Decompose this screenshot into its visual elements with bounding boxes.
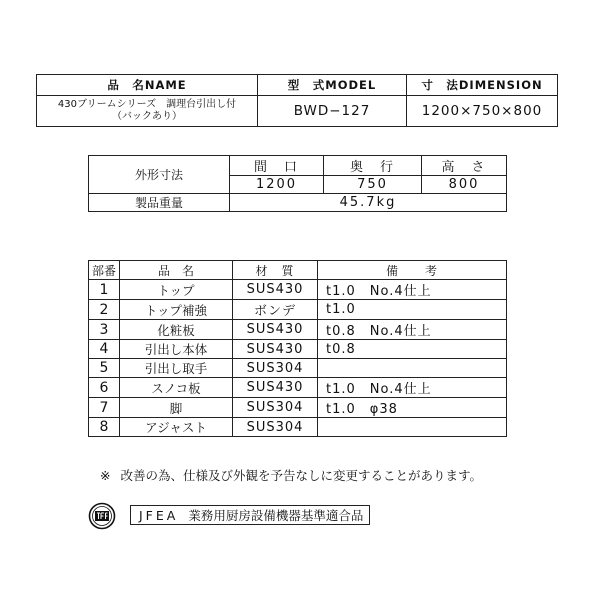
weight-row xyxy=(89,194,507,212)
depth-label: 奥 行 xyxy=(324,156,422,176)
height-value: 800 xyxy=(422,176,507,194)
product-name xyxy=(37,96,258,127)
name-header: 品 名NAME xyxy=(37,75,258,96)
product-name-line2: （バックあり） xyxy=(112,111,182,122)
part-remarks xyxy=(318,418,507,437)
part-no: 2 xyxy=(89,300,120,320)
part-material: SUS430 xyxy=(233,320,318,340)
material-header: 材 質 xyxy=(233,261,318,280)
dimension-header: 寸 法DIMENSION xyxy=(407,75,558,96)
part-name: スノコ板 xyxy=(120,378,233,398)
parts-header-row xyxy=(89,261,507,280)
part-name: 脚 xyxy=(120,398,233,418)
table-row xyxy=(89,340,507,359)
part-remarks: t1.0 φ38 xyxy=(318,398,507,418)
part-no: 5 xyxy=(89,359,120,378)
part-remarks: t1.0 No.4仕上 xyxy=(318,378,507,398)
table-row xyxy=(89,300,507,320)
part-name: 化粧板 xyxy=(120,320,233,340)
part-remarks: t1.0 No.4仕上 xyxy=(318,280,507,300)
part-material: SUS304 xyxy=(233,398,318,418)
table-row xyxy=(89,418,507,437)
part-no: 6 xyxy=(89,378,120,398)
dimensions-table xyxy=(88,155,507,212)
table-row xyxy=(89,280,507,300)
part-no: 8 xyxy=(89,418,120,437)
note-mark: ※ xyxy=(100,468,111,483)
part-remarks xyxy=(318,359,507,378)
part-material: SUS304 xyxy=(233,359,318,378)
part-remarks: t0.8 No.4仕上 xyxy=(318,320,507,340)
model-value: BWD−127 xyxy=(258,96,407,127)
weight-value: 45.7kg xyxy=(230,194,507,212)
dimension-value: 1200×750×800 xyxy=(407,96,558,127)
part-name: トップ補強 xyxy=(120,300,233,320)
certification-badge xyxy=(130,505,370,525)
part-material: SUS304 xyxy=(233,418,318,437)
part-material: SUS430 xyxy=(233,280,318,300)
remarks-header: 備 考 xyxy=(318,261,507,280)
product-name-line1: 430ブリームシリーズ 調理台引出し付 xyxy=(57,99,237,110)
part-remarks: t1.0 xyxy=(318,300,507,320)
part-material: ボンデ xyxy=(233,300,318,320)
disclaimer-note xyxy=(100,466,482,484)
part-no-header: 部番 xyxy=(89,261,120,280)
spec-value-row xyxy=(37,96,558,127)
spec-table xyxy=(36,74,558,127)
table-row xyxy=(89,378,507,398)
dim-header-row xyxy=(89,156,507,176)
note-text: 改善の為、仕様及び外観を予告なしに変更することがあります。 xyxy=(120,468,482,483)
table-row xyxy=(89,359,507,378)
certification-text: 業務用厨房設備機器基準適合品 xyxy=(188,508,364,523)
part-no: 7 xyxy=(89,398,120,418)
part-name-header: 品 名 xyxy=(120,261,233,280)
outer-dimensions-label: 外形寸法 xyxy=(89,156,230,194)
spec-header-row xyxy=(37,75,558,96)
weight-label: 製品重量 xyxy=(89,194,230,212)
width-label: 間 口 xyxy=(230,156,324,176)
part-name: 引出し取手 xyxy=(120,359,233,378)
part-no: 1 xyxy=(89,280,120,300)
part-name: アジャスト xyxy=(120,418,233,437)
width-value: 1200 xyxy=(230,176,324,194)
part-material: SUS430 xyxy=(233,340,318,359)
model-header: 型 式MODEL xyxy=(258,75,407,96)
parts-table xyxy=(88,260,507,437)
table-row xyxy=(89,398,507,418)
part-no: 3 xyxy=(89,320,120,340)
part-no: 4 xyxy=(89,340,120,359)
part-material: SUS430 xyxy=(233,378,318,398)
table-row xyxy=(89,320,507,340)
part-remarks: t0.8 xyxy=(318,340,507,359)
certification-code: JFEA xyxy=(139,508,179,523)
part-name: 引出し本体 xyxy=(120,340,233,359)
height-label: 高 さ xyxy=(422,156,507,176)
part-name: トップ xyxy=(120,280,233,300)
depth-value: 750 xyxy=(324,176,422,194)
jfea-logo-icon xyxy=(88,502,116,530)
